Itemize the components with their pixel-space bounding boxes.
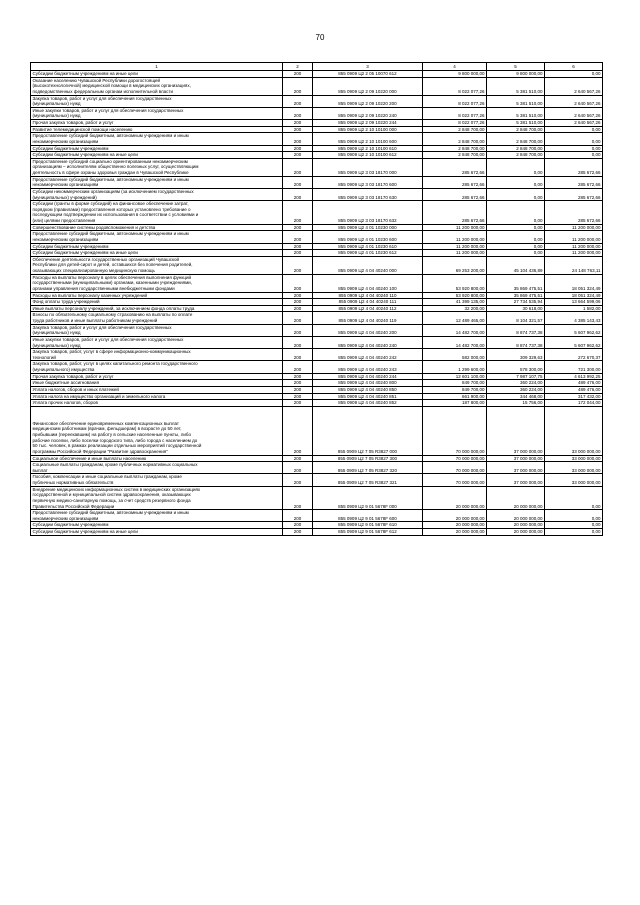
table-row: [31, 71, 603, 78]
column-header-4: 4: [423, 63, 487, 71]
budget-classification-code-cell: 855 0909 Ц2 4 04 40240 200: [313, 324, 423, 336]
unexecuted-amount-cell: 285 672,66: [545, 201, 603, 225]
table-row: [31, 231, 603, 243]
approved-amount-cell: 20 000 000,00: [423, 510, 487, 522]
row-name-cell: Фонд оплаты труда учреждений: [31, 299, 283, 306]
table-row: [31, 529, 603, 536]
budget-classification-code-cell: 855 0909 Ц2 7 05 R3827 300: [313, 455, 423, 462]
unexecuted-amount-cell: 5 607 962,62: [545, 324, 603, 336]
table-body: [31, 71, 603, 536]
budget-classification-code-cell: 855 0909 Ц2 4 04 40240 110: [313, 292, 423, 299]
line-code-cell: 200: [283, 393, 313, 400]
line-code-cell: 200: [283, 224, 313, 231]
table-row: [31, 474, 603, 486]
line-code-cell: 200: [283, 486, 313, 510]
table-row: [31, 455, 603, 462]
executed-amount-cell: 2 848 700,00: [487, 126, 545, 133]
approved-amount-cell: 11 200 000,00: [423, 243, 487, 250]
table-row: [31, 380, 603, 387]
line-code-cell: 200: [283, 380, 313, 387]
line-code-cell: 200: [283, 299, 313, 306]
executed-amount-cell: 8 874 737,38: [487, 336, 545, 348]
approved-amount-cell: 2 848 700,00: [423, 145, 487, 152]
budget-classification-code-cell: 855 0909 Ц2 2 09 10220 200: [313, 95, 423, 107]
line-code-cell: 200: [283, 77, 313, 95]
budget-classification-code-cell: 855 0909 Ц2 7 05 R3827 321: [313, 474, 423, 486]
unexecuted-amount-cell: 285 672,66: [545, 158, 603, 176]
unexecuted-amount-cell: 285 672,66: [545, 188, 603, 200]
line-code-cell: 200: [283, 455, 313, 462]
budget-classification-code-cell: 855 0909 Ц2 4 04 40240 100: [313, 274, 423, 292]
budget-classification-code-cell: 855 0909 Ц2 2 10 10100 000: [313, 126, 423, 133]
approved-amount-cell: 41 399 135,00: [423, 299, 487, 306]
line-code-cell: 200: [283, 386, 313, 393]
approved-amount-cell: 1 299 600,00: [423, 361, 487, 373]
row-name-cell: Субсидии бюджетным учреждениям на иные цели: [31, 250, 283, 257]
line-code-cell: 200: [283, 312, 313, 324]
line-code-cell: 200: [283, 126, 313, 133]
line-code-cell: 200: [283, 71, 313, 78]
table-row: [31, 126, 603, 133]
table-row: [31, 107, 603, 119]
unexecuted-amount-cell: 0,00: [545, 529, 603, 536]
line-code-cell: 200: [283, 305, 313, 312]
page-number: 70: [315, 33, 325, 42]
row-name-cell: Внедрение медицинских информационных систем в медицинских организациях государственной и муниципальной систем здравоохранения, оказывающих первичную медико-санитарную помощь, за счет средств резервного фонда Правительства Российской Федерации: [31, 486, 283, 510]
executed-amount-cell: 0,00: [487, 224, 545, 231]
unexecuted-amount-cell: 1 582,00: [545, 305, 603, 312]
line-code-cell: 200: [283, 529, 313, 536]
row-name-cell: Социальное обеспечение и иные выплаты населению: [31, 455, 283, 462]
row-name-cell: Закупка товаров, работ, услуг в целях капитального ремонта государственного (муниципального) имущества: [31, 361, 283, 373]
row-name-cell: Субсидии бюджетным учреждениям: [31, 522, 283, 529]
executed-amount-cell: 0,00: [487, 188, 545, 200]
table-row: [31, 145, 603, 152]
unexecuted-amount-cell: 33 000 000,00: [545, 455, 603, 462]
line-code-cell: 200: [283, 152, 313, 159]
approved-amount-cell: 2 848 700,00: [423, 152, 487, 159]
unexecuted-amount-cell: 0,00: [545, 133, 603, 145]
executed-amount-cell: 5 381 510,00: [487, 95, 545, 107]
unexecuted-amount-cell: 33 000 000,00: [545, 474, 603, 486]
approved-amount-cell: 2 848 700,00: [423, 133, 487, 145]
unexecuted-amount-cell: 4 613 992,25: [545, 373, 603, 380]
executed-amount-cell: 35 869 475,51: [487, 292, 545, 299]
table-row: [31, 510, 603, 522]
executed-amount-cell: 0,00: [487, 231, 545, 243]
unexecuted-amount-cell: 0,00: [545, 126, 603, 133]
budget-classification-code-cell: 855 0909 Ц2 4 04 40240 244: [313, 373, 423, 380]
unexecuted-amount-cell: 33 000 000,00: [545, 406, 603, 455]
executed-amount-cell: 7 987 107,75: [487, 373, 545, 380]
row-name-cell: Предоставление субсидий бюджетным, автономным учреждениям и иным некоммерческим организациям: [31, 510, 283, 522]
line-code-cell: 200: [283, 107, 313, 119]
executed-amount-cell: 578 300,00: [487, 361, 545, 373]
unexecuted-amount-cell: 11 200 000,00: [545, 250, 603, 257]
budget-classification-code-cell: 855 0909 Ц2 4 01 10230 600: [313, 231, 423, 243]
executed-amount-cell: 360 224,00: [487, 380, 545, 387]
executed-amount-cell: 344 468,00: [487, 393, 545, 400]
table-row: [31, 152, 603, 159]
table-row: [31, 336, 603, 348]
row-name-cell: Закупка товаров, работ, услуг в сфере информационно-коммуникационных технологий: [31, 349, 283, 361]
column-header-6: 6: [545, 63, 603, 71]
approved-amount-cell: 8 022 077,26: [423, 107, 487, 119]
row-name-cell: Расходы на выплаты персоналу казенных учреждений: [31, 292, 283, 299]
approved-amount-cell: 20 000 000,00: [423, 486, 487, 510]
unexecuted-amount-cell: 2 640 567,26: [545, 107, 603, 119]
row-name-cell: Прочая закупка товаров, работ и услуг: [31, 373, 283, 380]
row-name-cell: Субсидии бюджетным учреждениям: [31, 145, 283, 152]
table-row: [31, 250, 603, 257]
table-row: [31, 274, 603, 292]
table-row: [31, 176, 603, 188]
unexecuted-amount-cell: 0,00: [545, 486, 603, 510]
executed-amount-cell: 0,00: [487, 176, 545, 188]
executed-amount-cell: 37 000 000,00: [487, 462, 545, 474]
unexecuted-amount-cell: 721 300,00: [545, 361, 603, 373]
executed-amount-cell: 8 104 321,57: [487, 312, 545, 324]
executed-amount-cell: 20 000 000,00: [487, 486, 545, 510]
approved-amount-cell: 70 000 000,00: [423, 474, 487, 486]
line-code-cell: 200: [283, 133, 313, 145]
line-code-cell: 200: [283, 274, 313, 292]
line-code-cell: 200: [283, 361, 313, 373]
budget-execution-table: [30, 62, 603, 536]
executed-amount-cell: 15 756,00: [487, 400, 545, 407]
executed-amount-cell: 20 000 000,00: [487, 522, 545, 529]
approved-amount-cell: 2 848 700,00: [423, 126, 487, 133]
table-row: [31, 77, 603, 95]
budget-classification-code-cell: 855 0909 Ц2 4 01 10230 610: [313, 243, 423, 250]
executed-amount-cell: 20 000 000,00: [487, 510, 545, 522]
approved-amount-cell: 53 920 800,00: [423, 274, 487, 292]
unexecuted-amount-cell: 317 432,00: [545, 393, 603, 400]
unexecuted-amount-cell: 4 385 143,43: [545, 312, 603, 324]
row-name-cell: Иные выплаты персоналу учреждений, за исключением фонда оплаты труда: [31, 305, 283, 312]
row-name-cell: Иные закупки товаров, работ и услуг для обеспечения государственных (муниципальных) нужд: [31, 107, 283, 119]
line-code-cell: 200: [283, 188, 313, 200]
unexecuted-amount-cell: 0,00: [545, 510, 603, 522]
budget-classification-code-cell: 855 0909 Ц2 4 04 40240 112: [313, 305, 423, 312]
row-name-cell: Уплата налога на имущество организаций и земельного налога: [31, 393, 283, 400]
unexecuted-amount-cell: 18 051 324,49: [545, 292, 603, 299]
unexecuted-amount-cell: 2 640 567,26: [545, 77, 603, 95]
table-row: [31, 120, 603, 127]
budget-classification-code-cell: 855 0909 Ц2 4 04 40240 240: [313, 336, 423, 348]
table-row: [31, 406, 603, 455]
approved-amount-cell: 8 022 077,26: [423, 77, 487, 95]
table-row: [31, 305, 603, 312]
approved-amount-cell: 187 800,00: [423, 400, 487, 407]
table-row: [31, 292, 603, 299]
unexecuted-amount-cell: 13 664 599,06: [545, 299, 603, 306]
executed-amount-cell: 2 848 700,00: [487, 145, 545, 152]
executed-amount-cell: 20 000 000,00: [487, 529, 545, 536]
row-name-cell: Субсидии бюджетным учреждениям на иные цели: [31, 71, 283, 78]
executed-amount-cell: 309 329,63: [487, 349, 545, 361]
budget-classification-code-cell: 855 0909 Ц2 4 04 40240 000: [313, 256, 423, 274]
table-row: [31, 462, 603, 474]
executed-amount-cell: 5 381 510,00: [487, 77, 545, 95]
unexecuted-amount-cell: 489 476,00: [545, 386, 603, 393]
line-code-cell: 200: [283, 510, 313, 522]
line-code-cell: 200: [283, 201, 313, 225]
unexecuted-amount-cell: 172 044,00: [545, 400, 603, 407]
table-row: [31, 201, 603, 225]
unexecuted-amount-cell: 272 670,37: [545, 349, 603, 361]
approved-amount-cell: 70 000 000,00: [423, 462, 487, 474]
executed-amount-cell: 30 618,00: [487, 305, 545, 312]
approved-amount-cell: 14 482 700,00: [423, 336, 487, 348]
row-name-cell: Взносы по обязательному социальному страхованию на выплаты по оплате труда работников и иные выплаты работникам учреждений: [31, 312, 283, 324]
row-name-cell: Предоставление субсидий бюджетным, автономным учреждениям и иным некоммерческим организациям: [31, 133, 283, 145]
line-code-cell: 200: [283, 400, 313, 407]
table-row: [31, 393, 603, 400]
table-row: [31, 386, 603, 393]
approved-amount-cell: 14 482 700,00: [423, 324, 487, 336]
row-name-cell: Уплата налогов, сборов и иных платежей: [31, 386, 283, 393]
row-name-cell: Предоставление субсидий социально ориентированным некоммерческим организациям – исполнителям общественно полезных услуг, осуществляющим деятельность в сфере охраны здоровья граждан в Чувашской Республике: [31, 158, 283, 176]
executed-amount-cell: 2 848 700,00: [487, 152, 545, 159]
executed-amount-cell: 8 874 737,38: [487, 324, 545, 336]
unexecuted-amount-cell: 5 607 962,62: [545, 336, 603, 348]
approved-amount-cell: 8 022 077,26: [423, 120, 487, 127]
unexecuted-amount-cell: 0,00: [545, 145, 603, 152]
budget-classification-code-cell: 855 0909 Ц2 3 03 18170 632: [313, 201, 423, 225]
row-name-cell: Предоставление субсидий бюджетным, автономным учреждениям и иным некоммерческим организациям: [31, 176, 283, 188]
approved-amount-cell: 285 672,66: [423, 176, 487, 188]
approved-amount-cell: 582 000,00: [423, 349, 487, 361]
approved-amount-cell: 9 800 000,00: [423, 71, 487, 78]
line-code-cell: 200: [283, 522, 313, 529]
executed-amount-cell: 37 000 000,00: [487, 406, 545, 455]
table-row: [31, 400, 603, 407]
column-header-1: 1: [31, 63, 283, 71]
line-code-cell: 200: [283, 406, 313, 455]
budget-classification-code-cell: 855 0909 Ц2 2 10 10100 612: [313, 152, 423, 159]
table-row: [31, 188, 603, 200]
row-name-cell: Социальные выплаты гражданам, кроме публичных нормативных социальных выплат: [31, 462, 283, 474]
row-name-cell: Финансовое обеспечение единовременных компенсационных выплат медицинским работникам (врачам, фельдшерам) в возрасте до 50 лет, прибывшим (переехавшим) на работу в сельские населенные пункты, либо рабочие поселки, либо поселки городского типа, либо города с населением до 50 тыс. человек, в рамках реализации отдельных мероприятий государственной программы Российской Федерации "Развитие здравоохранения": [31, 406, 283, 455]
table-row: [31, 299, 603, 306]
executed-amount-cell: 2 848 700,00: [487, 133, 545, 145]
line-code-cell: 200: [283, 95, 313, 107]
line-code-cell: 200: [283, 292, 313, 299]
column-header-3: 3: [313, 63, 423, 71]
line-code-cell: 200: [283, 243, 313, 250]
budget-classification-code-cell: 855 0909 Ц2 7 05 R3827 320: [313, 462, 423, 474]
table-row: [31, 522, 603, 529]
row-name-cell: Развитие телемедицинской помощи населению: [31, 126, 283, 133]
budget-classification-code-cell: 855 0909 Ц2 2 10 10100 600: [313, 133, 423, 145]
executed-amount-cell: 35 869 475,51: [487, 274, 545, 292]
column-header-5: 5: [487, 63, 545, 71]
budget-classification-code-cell: 855 0909 Ц2 4 04 40240 111: [313, 299, 423, 306]
executed-amount-cell: 5 381 510,00: [487, 120, 545, 127]
unexecuted-amount-cell: 489 476,00: [545, 380, 603, 387]
executed-amount-cell: 0,00: [487, 201, 545, 225]
executed-amount-cell: 0,00: [487, 158, 545, 176]
line-code-cell: 200: [283, 336, 313, 348]
budget-classification-code-cell: 855 0909 Ц2 9 01 5678F 610: [313, 522, 423, 529]
line-code-cell: 200: [283, 462, 313, 474]
budget-classification-code-cell: 855 0909 Ц2 4 04 40240 852: [313, 400, 423, 407]
budget-classification-code-cell: 855 0909 Ц2 2 09 10220 240: [313, 107, 423, 119]
table-row: [31, 158, 603, 176]
line-code-cell: 200: [283, 324, 313, 336]
budget-classification-code-cell: 855 0909 Ц2 9 01 5678F 000: [313, 486, 423, 510]
budget-classification-code-cell: 855 0909 Ц2 3 03 18170 630: [313, 188, 423, 200]
unexecuted-amount-cell: 2 640 567,26: [545, 120, 603, 127]
line-code-cell: 200: [283, 176, 313, 188]
line-code-cell: 200: [283, 158, 313, 176]
budget-classification-code-cell: 855 0909 Ц2 7 05 R3827 000: [313, 406, 423, 455]
unexecuted-amount-cell: 0,00: [545, 71, 603, 78]
row-name-cell: Субсидии бюджетным учреждениям: [31, 243, 283, 250]
approved-amount-cell: 8 022 077,26: [423, 95, 487, 107]
unexecuted-amount-cell: 285 672,66: [545, 176, 603, 188]
approved-amount-cell: 12 489 465,00: [423, 312, 487, 324]
table-row: [31, 256, 603, 274]
budget-classification-code-cell: 855 0909 Ц2 4 01 10230 612: [313, 250, 423, 257]
approved-amount-cell: 20 000 000,00: [423, 522, 487, 529]
row-name-cell: Субсидии (гранты в форме субсидий) на финансовое обеспечение затрат, порядком (правилами) предоставления которых установлено требование о последующем подтверждении их использования в соответствии с условиями и (или) целями предоставления: [31, 201, 283, 225]
row-name-cell: Прочая закупка товаров, работ и услуг: [31, 120, 283, 127]
row-name-cell: Закупка товаров, работ и услуг для обеспечения государственных (муниципальных) нужд: [31, 95, 283, 107]
budget-classification-code-cell: 855 0909 Ц2 4 04 40240 800: [313, 380, 423, 387]
executed-amount-cell: 37 000 000,00: [487, 455, 545, 462]
row-name-cell: Субсидии некоммерческим организациям (за исключением государственных (муниципальных) учреждений): [31, 188, 283, 200]
row-name-cell: Иные закупки товаров, работ и услуг для обеспечения государственных (муниципальных) нужд: [31, 336, 283, 348]
approved-amount-cell: 11 200 000,00: [423, 250, 487, 257]
unexecuted-amount-cell: 33 000 000,00: [545, 462, 603, 474]
table-row: [31, 349, 603, 361]
table-row: [31, 324, 603, 336]
executed-amount-cell: 0,00: [487, 250, 545, 257]
table-row: [31, 243, 603, 250]
table-row: [31, 312, 603, 324]
unexecuted-amount-cell: 24 148 763,11: [545, 256, 603, 274]
budget-classification-code-cell: 855 0909 Ц2 4 04 40240 850: [313, 386, 423, 393]
row-name-cell: Субсидии бюджетным учреждениям на иные цели: [31, 152, 283, 159]
approved-amount-cell: 70 000 000,00: [423, 455, 487, 462]
table-row: [31, 95, 603, 107]
approved-amount-cell: 12 601 100,00: [423, 373, 487, 380]
table-row: [31, 373, 603, 380]
unexecuted-amount-cell: 0,00: [545, 522, 603, 529]
budget-classification-code-cell: 855 0909 Ц2 2 10 10100 610: [313, 145, 423, 152]
executed-amount-cell: 0,00: [487, 243, 545, 250]
budget-classification-code-cell: 855 0909 Ц2 2 05 10070 612: [313, 71, 423, 78]
budget-classification-code-cell: 855 0909 Ц2 4 04 40240 242: [313, 349, 423, 361]
line-code-cell: 200: [283, 256, 313, 274]
executed-amount-cell: 9 800 000,00: [487, 71, 545, 78]
row-name-cell: Пособия, компенсации и иные социальные выплаты гражданам, кроме публичных нормативных обязательств: [31, 474, 283, 486]
approved-amount-cell: 285 672,66: [423, 188, 487, 200]
unexecuted-amount-cell: 2 640 567,26: [545, 95, 603, 107]
header-row: [31, 63, 603, 71]
row-name-cell: Оказание населению Чувашской Республики дорогостоящей (высокотехнологичной) медицинской помощи в медицинских организациях, подведомственных федеральным органам исполнительной власти: [31, 77, 283, 95]
row-name-cell: Иные бюджетные ассигнования: [31, 380, 283, 387]
approved-amount-cell: 53 920 800,00: [423, 292, 487, 299]
budget-classification-code-cell: 855 0909 Ц2 3 03 18170 600: [313, 176, 423, 188]
budget-classification-code-cell: 855 0909 Ц2 4 04 40240 243: [313, 361, 423, 373]
table-row: [31, 224, 603, 231]
approved-amount-cell: 285 672,66: [423, 201, 487, 225]
line-code-cell: 200: [283, 349, 313, 361]
executed-amount-cell: 45 104 436,89: [487, 256, 545, 274]
approved-amount-cell: 69 253 200,00: [423, 256, 487, 274]
executed-amount-cell: 360 224,00: [487, 386, 545, 393]
approved-amount-cell: 285 672,66: [423, 158, 487, 176]
unexecuted-amount-cell: 11 200 000,00: [545, 224, 603, 231]
budget-classification-code-cell: 855 0909 Ц2 4 04 40240 851: [313, 393, 423, 400]
row-name-cell: Совершенствование системы родовспоможения и детства: [31, 224, 283, 231]
row-name-cell: Предоставление субсидий бюджетным, автономным учреждениям и иным некоммерческим организациям: [31, 231, 283, 243]
executed-amount-cell: 27 734 535,94: [487, 299, 545, 306]
table-row: [31, 361, 603, 373]
unexecuted-amount-cell: 18 051 324,49: [545, 274, 603, 292]
approved-amount-cell: 11 200 000,00: [423, 231, 487, 243]
budget-classification-code-cell: 855 0909 Ц2 9 01 5678F 600: [313, 510, 423, 522]
line-code-cell: 200: [283, 250, 313, 257]
unexecuted-amount-cell: 0,00: [545, 152, 603, 159]
executed-amount-cell: 37 000 000,00: [487, 474, 545, 486]
line-code-cell: 200: [283, 231, 313, 243]
line-code-cell: 200: [283, 373, 313, 380]
column-header-2: 2: [283, 63, 313, 71]
row-name-cell: Обеспечение деятельности государственных организаций Чувашской Республики для детей-сирот и детей, оставшихся без попечения родителей, оказывающих специализированную медицинскую помощь: [31, 256, 283, 274]
approved-amount-cell: 11 200 000,00: [423, 224, 487, 231]
budget-classification-code-cell: 855 0909 Ц2 2 09 10220 244: [313, 120, 423, 127]
table-row: [31, 133, 603, 145]
line-code-cell: 200: [283, 474, 313, 486]
row-name-cell: Уплата прочих налогов, сборов: [31, 400, 283, 407]
row-name-cell: Закупка товаров, работ и услуг для обеспечения государственных (муниципальных) нужд: [31, 324, 283, 336]
table-row: [31, 486, 603, 510]
approved-amount-cell: 849 700,00: [423, 380, 487, 387]
budget-classification-code-cell: 855 0909 Ц2 4 04 40240 119: [313, 312, 423, 324]
executed-amount-cell: 5 381 510,00: [487, 107, 545, 119]
budget-classification-code-cell: 855 0909 Ц2 4 01 10230 000: [313, 224, 423, 231]
approved-amount-cell: 661 900,00: [423, 393, 487, 400]
approved-amount-cell: 70 000 000,00: [423, 406, 487, 455]
budget-classification-code-cell: 855 0909 Ц2 3 03 18170 000: [313, 158, 423, 176]
line-code-cell: 200: [283, 145, 313, 152]
row-name-cell: Субсидии бюджетным учреждениям на иные цели: [31, 529, 283, 536]
line-code-cell: 200: [283, 120, 313, 127]
row-name-cell: Расходы на выплаты персоналу в целях обеспечения выполнения функций государственными (муниципальными) органами, казенными учреждениями, органами управления государственными внебюджетными фондами: [31, 274, 283, 292]
approved-amount-cell: 20 000 000,00: [423, 529, 487, 536]
unexecuted-amount-cell: 11 200 000,00: [545, 243, 603, 250]
budget-classification-code-cell: 855 0909 Ц2 2 09 10220 000: [313, 77, 423, 95]
unexecuted-amount-cell: 11 200 000,00: [545, 231, 603, 243]
approved-amount-cell: 849 700,00: [423, 386, 487, 393]
budget-classification-code-cell: 855 0909 Ц2 9 01 5678F 612: [313, 529, 423, 536]
approved-amount-cell: 32 200,00: [423, 305, 487, 312]
